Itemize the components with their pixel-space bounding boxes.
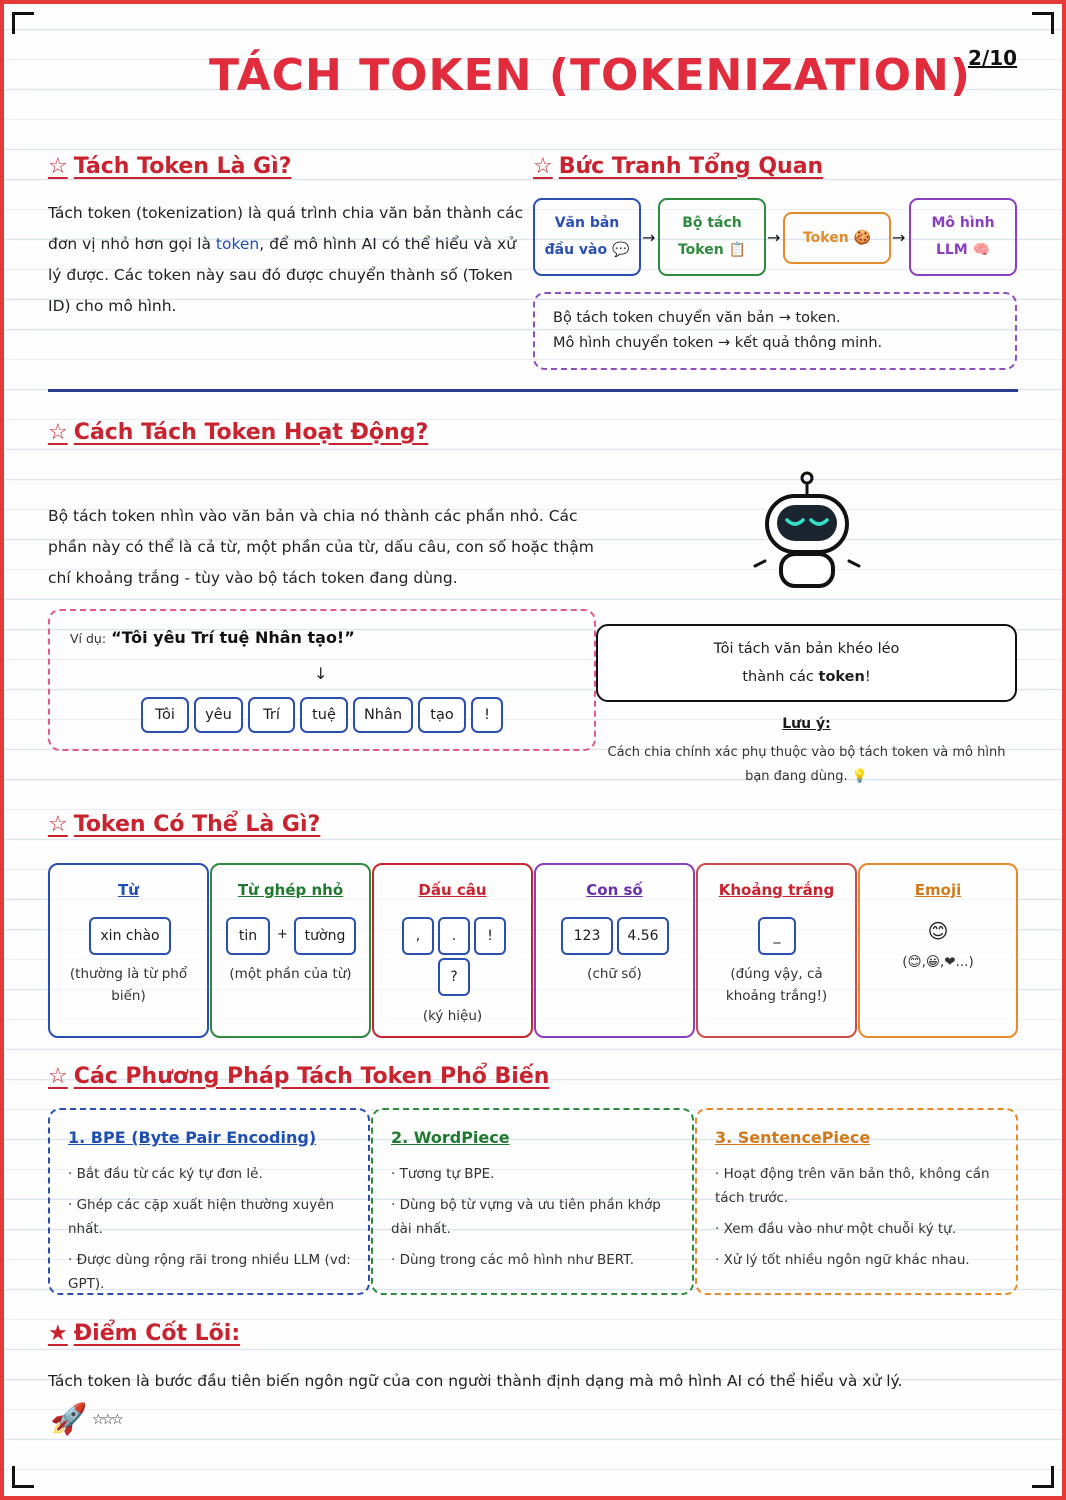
method-card-wordpiece	[371, 1108, 694, 1295]
note-text: Cách chia chính xác phụ thuộc vào bộ tách token và mô hình bạn đang dùng. 💡	[607, 745, 1006, 784]
token-chip: Tôi	[141, 697, 189, 733]
card-title: Con số	[586, 881, 643, 899]
what-is-paragraph: Tách token (tokenization) là quá trình chia văn bản thành các đơn vị nhỏ hơn gọi là token, để mô hình AI có thể hiểu và xử lý được. Các token này sau đó được chuyển thành số (Token ID) cho mô hình.	[48, 204, 524, 315]
method-point: · Hoạt động trên văn bản thô, không cần tách trước.	[715, 1162, 1000, 1210]
section-divider	[48, 389, 1018, 392]
token-type-card-emoji	[858, 863, 1018, 1038]
method-point: · Xem đầu vào như một chuỗi ký tự.	[715, 1217, 1000, 1241]
heading-key-point: ★ Điểm Cốt Lõi:	[48, 1321, 241, 1346]
method-points	[68, 1162, 352, 1303]
flow-step-llm: Mô hình LLM 🧠	[909, 198, 1017, 276]
card-title: Từ	[118, 881, 139, 899]
smile-icon: 😊	[927, 919, 949, 943]
token-type-card-whitespace	[696, 863, 857, 1038]
star-icon: ★	[48, 1321, 68, 1346]
token-chip: Trí	[248, 697, 295, 733]
method-point: · Được dùng rộng rãi trong nhiều LLM (vd: GPT).	[68, 1248, 352, 1296]
card-note: (chữ số)	[587, 966, 642, 982]
example-chip: xin chào	[89, 917, 171, 955]
example-chip: ?	[438, 958, 470, 996]
method-points	[391, 1162, 676, 1279]
method-point: · Bắt đầu từ các ký tự đơn lẻ.	[68, 1162, 352, 1186]
example-chip: .	[438, 917, 470, 955]
star-icon: ☆	[48, 1064, 68, 1089]
example-chip: 123	[561, 917, 613, 955]
corner-mark-bottom-right	[1032, 1466, 1054, 1488]
example-chip: tin	[226, 917, 270, 955]
token-type-card-word	[48, 863, 209, 1038]
overview-note: Bộ tách token chuyển văn bản → token. Mô hình chuyển token → kết quả thông minh.	[533, 292, 1017, 370]
method-point: · Xử lý tốt nhiều ngôn ngữ khác nhau.	[715, 1248, 1000, 1272]
example-line	[70, 628, 355, 647]
how-paragraph: Bộ tách token nhìn vào văn bản và chia nó thành các phần nhỏ. Các phần này có thể là cả từ, một phần của từ, dấu câu, con số hoặc thậm chí khoảng trắng - tùy vào bộ tách token đang dùng.	[48, 507, 594, 587]
token-highlight: token	[215, 235, 260, 253]
example-chip: ,	[402, 917, 434, 955]
heading-methods: ☆ Các Phương Pháp Tách Token Phổ Biến	[48, 1064, 550, 1089]
arrow-icon: →	[642, 228, 656, 247]
plus-icon: +	[277, 927, 288, 942]
method-point: · Ghép các cặp xuất hiện thường xuyên nhất.	[68, 1193, 352, 1241]
heading-overview: ☆ Bức Tranh Tổng Quan	[533, 154, 824, 179]
page-number: 2/10	[968, 46, 1018, 70]
example-chip: 4.56	[617, 917, 669, 955]
method-point: · Tương tự BPE.	[391, 1162, 676, 1186]
down-arrow-icon: ↓	[314, 664, 328, 683]
token-chip: tạo	[418, 697, 466, 733]
note-title: Lưu ý:	[782, 716, 831, 732]
arrow-icon: →	[892, 228, 906, 247]
method-point: · Dùng bộ từ vựng và ưu tiên phần khớp dài nhất.	[391, 1193, 676, 1241]
example-sentence: “Tôi yêu Trí tuệ Nhân tạo!”	[111, 628, 355, 647]
star-icon: ☆	[48, 154, 68, 179]
token-chip: Nhân	[353, 697, 413, 733]
token-type-card-subword	[210, 863, 371, 1038]
heading-how-it-works: ☆ Cách Tách Token Hoạt Động?	[48, 420, 429, 445]
sparkles-icon: ☆☆☆	[92, 1412, 121, 1428]
heading-what-is: ☆ Tách Token Là Gì?	[48, 154, 292, 179]
robot-speech-bubble: Tôi tách văn bản khéo léo thành các token!	[596, 624, 1017, 702]
corner-mark-top-left	[12, 12, 34, 34]
token-type-card-punctuation	[372, 863, 533, 1038]
star-icon: ☆	[48, 812, 68, 837]
token-chip: tuệ	[300, 697, 348, 733]
heading-token-types: ☆ Token Có Thể Là Gì?	[48, 812, 321, 837]
robot-icon	[745, 468, 870, 593]
card-title: Emoji	[914, 881, 962, 899]
token-type-card-number	[534, 863, 695, 1038]
method-points	[715, 1162, 1000, 1279]
card-title: Dấu câu	[418, 881, 487, 899]
example-label: Ví dụ:	[70, 631, 107, 646]
rocket-icon: 🚀	[50, 1402, 88, 1437]
method-point: · Dùng trong các mô hình như BERT.	[391, 1248, 676, 1272]
method-title: 3. SentencePiece	[715, 1128, 871, 1147]
card-title: Từ ghép nhỏ	[237, 881, 344, 899]
corner-mark-top-right	[1032, 12, 1054, 34]
star-icon: ☆	[533, 154, 553, 179]
example-chip: tường	[294, 917, 356, 955]
key-point-text: Tách token là bước đầu tiên biến ngôn ngữ của con người thành định dạng mà mô hình AI có thể hiểu và xử lý.	[48, 1372, 903, 1390]
arrow-icon: →	[767, 228, 781, 247]
corner-mark-bottom-left	[12, 1466, 34, 1488]
flow-step-token: Token 🍪	[783, 212, 891, 264]
method-card-sentencepiece	[695, 1108, 1018, 1295]
token-chip: yêu	[194, 697, 243, 733]
card-note: (thường là từ phổ biến)	[69, 966, 188, 1004]
card-note: (đúng vậy, cả khoảng trắng!)	[725, 966, 828, 1004]
page-title: TÁCH TOKEN (TOKENIZATION)	[209, 50, 971, 101]
card-note: (ký hiệu)	[422, 1008, 483, 1024]
card-title: Khoảng trắng	[718, 881, 835, 899]
token-chip: !	[471, 697, 503, 733]
method-title: 2. WordPiece	[391, 1128, 510, 1147]
card-note: (một phần của từ)	[229, 966, 352, 982]
method-card-bpe	[48, 1108, 370, 1295]
flow-step-tokenizer: Bộ tách Token 📋	[658, 198, 766, 276]
card-note: (😊,😀,❤...)	[902, 954, 974, 970]
example-chip: _	[758, 917, 796, 955]
star-icon: ☆	[48, 420, 68, 445]
method-title: 1. BPE (Byte Pair Encoding)	[68, 1128, 317, 1147]
example-chip: !	[474, 917, 506, 955]
flow-step-input-text: Văn bản đầu vào 💬	[533, 198, 641, 276]
